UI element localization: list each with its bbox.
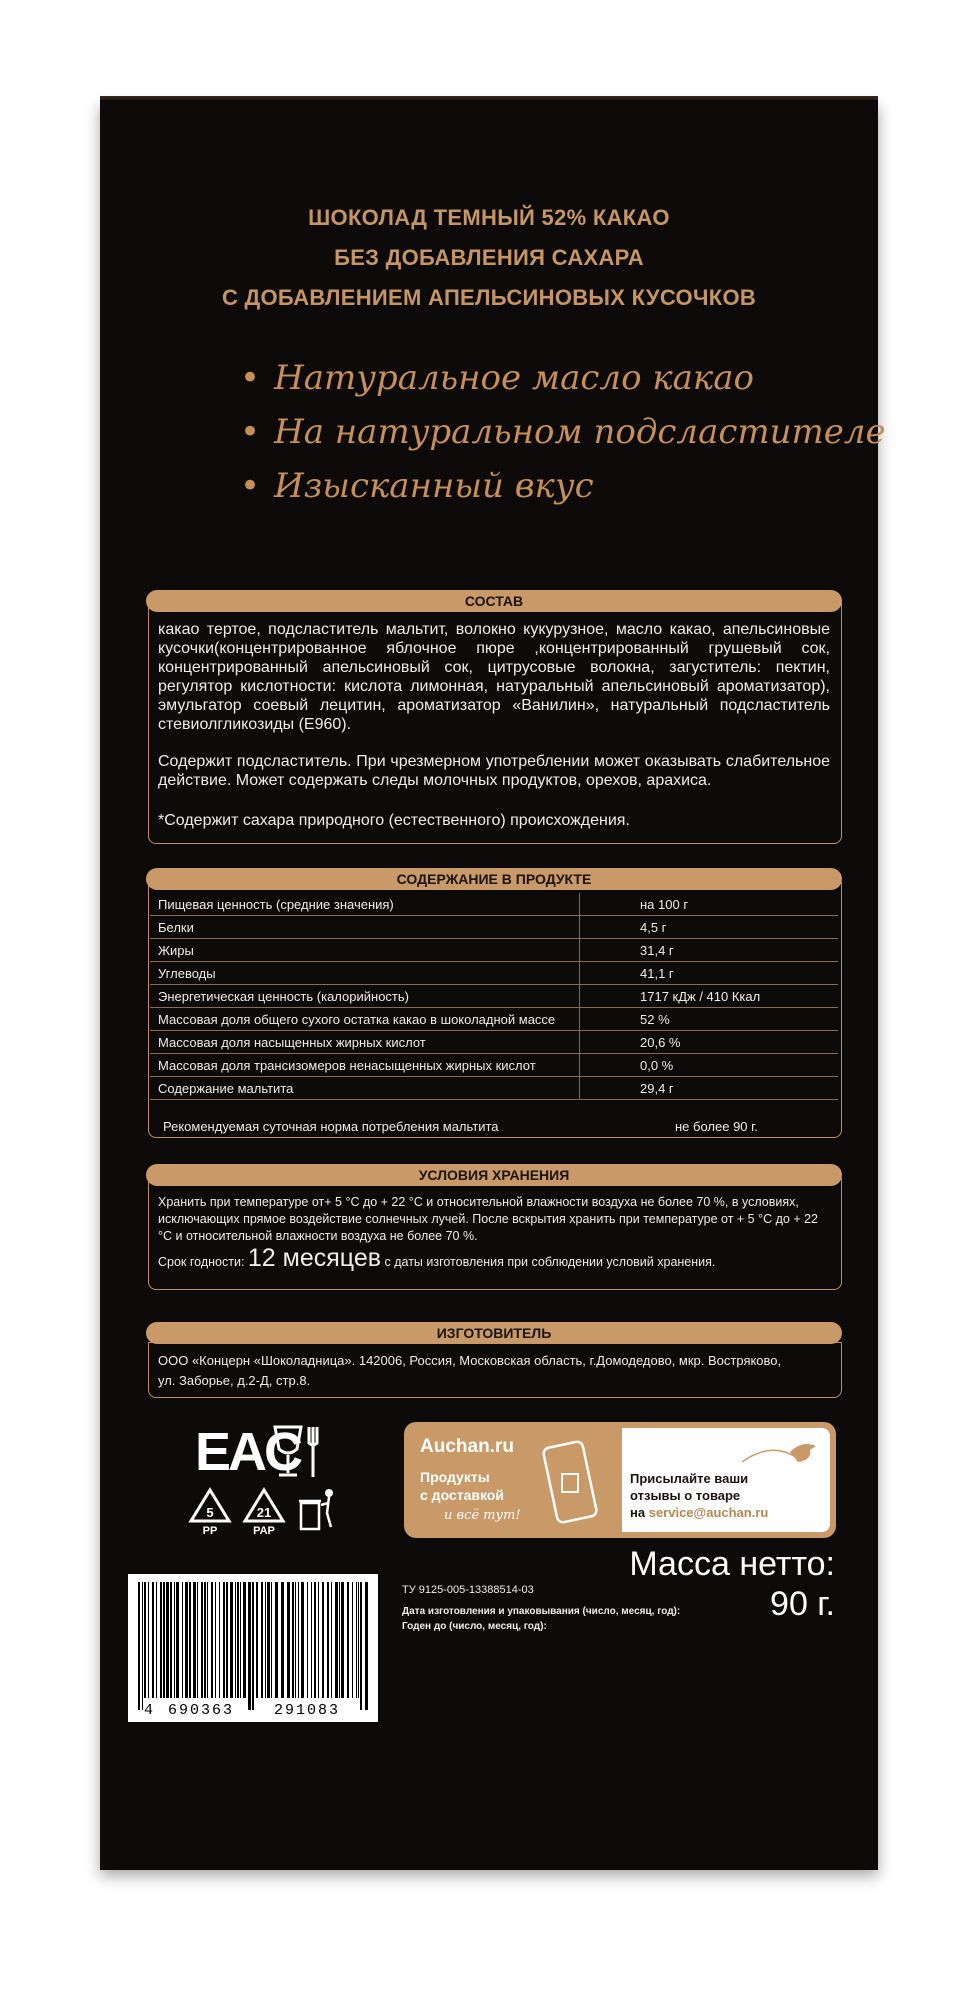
barcode-bar	[295, 1582, 296, 1698]
banner-delivery: Продукты с доставкой	[420, 1469, 504, 1503]
nutrient-value: 52 %	[580, 1008, 839, 1031]
barcode-bar	[138, 1582, 140, 1710]
barcode-bar	[211, 1582, 213, 1698]
barcode-bar	[182, 1582, 183, 1698]
nutrient-value: 1717 кДж / 410 Ккал	[580, 985, 839, 1008]
nutrient-name: Жиры	[150, 939, 580, 962]
barcode-bar	[352, 1582, 353, 1698]
barcode-bar	[265, 1582, 266, 1698]
storage-header: УСЛОВИЯ ХРАНЕНИЯ	[146, 1164, 842, 1186]
table-row	[150, 916, 838, 939]
date-label-production: Дата изготовления и упаковывания (число, месяц, год):	[402, 1606, 681, 1617]
banner-slogan: и всё тут!	[444, 1508, 521, 1523]
barcode-bar	[201, 1582, 203, 1698]
barcode-bar	[142, 1582, 143, 1710]
manufacturer-line1: ООО «Концерн «Шоколадница». 142006, Россия, Московская область, г.Домодедово, мкр. Востряково,	[158, 1353, 782, 1368]
product-title-line2: БЕЗ ДОБАВЛЕНИЯ САХАРА	[334, 245, 644, 270]
nutrient-name: Массовая доля общего сухого остатка какао в шоколадной массе	[150, 1008, 580, 1031]
nutrient-name: Массовая доля трансизомеров ненасыщенных жирных кислот	[150, 1054, 580, 1077]
barcode-bar	[331, 1582, 332, 1698]
auchan-brand: Auchan.ru	[420, 1436, 514, 1457]
nutrient-value: 29,4 г	[580, 1077, 839, 1100]
barcode-bar	[360, 1582, 362, 1710]
auchan-banner[interactable]	[404, 1422, 836, 1538]
bullet-icon: •	[240, 358, 261, 398]
barcode-bar	[163, 1582, 165, 1698]
barcode-bar	[261, 1582, 263, 1698]
nutrient-name: Массовая доля насыщенных жирных кислот	[150, 1031, 580, 1054]
table-row	[150, 1008, 838, 1031]
barcode-bar	[219, 1582, 220, 1698]
barcode-bar	[358, 1582, 359, 1698]
barcode-bar	[267, 1582, 270, 1698]
barcode-bar	[298, 1582, 299, 1698]
eac-mark: EAC	[195, 1422, 301, 1482]
nutrient-value: 41,1 г	[580, 962, 839, 985]
nutrient-name: Пищевая ценность (средние значения)	[150, 893, 580, 916]
barcode-bar	[327, 1582, 329, 1698]
barcode-bar	[256, 1582, 258, 1698]
review-email-link[interactable]: service@auchan.ru	[648, 1505, 769, 1520]
barcode-digit-first: 4	[144, 1702, 154, 1719]
barcode-bar	[207, 1582, 208, 1698]
composition-note: *Содержит сахара природного (естественного) происхождения.	[158, 812, 630, 829]
feature-2: • На натуральном подсластителе	[240, 412, 886, 452]
barcode-bar	[226, 1582, 228, 1698]
shelf-life-value: 12 месяцев	[247, 1244, 382, 1272]
barcode-bar	[318, 1582, 319, 1698]
feature-1: • Натуральное масло какао	[240, 358, 754, 398]
net-weight-label: Масса нетто:	[629, 1545, 835, 1583]
barcode-bar	[230, 1582, 233, 1698]
barcode-bar	[311, 1582, 312, 1698]
barcode-bar	[156, 1582, 157, 1698]
net-weight-value: 90 г.	[770, 1585, 835, 1623]
nutrient-value: 31,4 г	[580, 939, 839, 962]
trash-bin-icon	[297, 1487, 337, 1535]
barcode-bar	[243, 1582, 246, 1698]
barcode-bar	[292, 1582, 294, 1698]
date-label-expiry: Годен до (число, месяц, год):	[402, 1621, 547, 1632]
table-row	[150, 893, 838, 916]
review-panel	[622, 1428, 830, 1532]
barcode-bar	[322, 1582, 324, 1698]
barcode-bars	[128, 1574, 378, 1722]
composition-warning: Содержит подсластитель. При чрезмерном употреблении может оказывать слабительное действие. Может содержать следы молочных продуктов, орехов, арахиса.	[158, 753, 830, 789]
product-title-line3: С ДОБАВЛЕНИЕМ АПЕЛЬСИНОВЫХ КУСОЧКОВ	[221, 285, 757, 310]
glass-fork-icon	[271, 1425, 325, 1481]
recycle-label-2: PAP	[253, 1525, 275, 1537]
composition-ingredients: какао тертое, подсластитель мальтит, волокно кукурузное, масло какао, апельсиновые кусочки(концентрированное яблочное пюре ,концентрированный грушевый сок, концентрированный апельсиновый сок, цитрусовые волокна, загуститель: пектин, регулятор кислотности: кислота лимонная, натуральный апельсиновый ароматизатор), эмульгатор соевый лецитин, ароматизатор «Ванилин», натуральный подсластитель стевиолгликозиды (Е960).	[158, 621, 830, 733]
barcode-bar	[281, 1582, 284, 1698]
bullet-icon: •	[240, 412, 261, 452]
barcode-bar	[339, 1582, 340, 1698]
nutrient-value: на 100 г	[580, 893, 839, 916]
phone-icon	[542, 1438, 602, 1528]
review-text: Присылайте ваши отзывы о товаре на service@auchan.ru	[630, 1471, 769, 1520]
barcode-bar	[271, 1582, 272, 1698]
nutrient-name: Содержание мальтита	[150, 1077, 580, 1100]
barcode-bar	[215, 1582, 216, 1698]
barcode	[128, 1574, 378, 1722]
nutrient-value: 20,6 %	[580, 1031, 839, 1054]
barcode-bar	[185, 1582, 188, 1698]
barcode-bar	[174, 1582, 175, 1698]
manufacturer-line2: ул. Заборье, д.2-Д, стр.8.	[158, 1373, 311, 1388]
tu-code: ТУ 9125-005-13388514-03	[402, 1584, 534, 1596]
barcode-bar	[252, 1582, 254, 1710]
table-row	[150, 1054, 838, 1077]
bird-icon	[740, 1432, 826, 1472]
barcode-bar	[314, 1582, 316, 1698]
recycle-number-2: 21	[256, 1505, 272, 1520]
barcode-bar	[307, 1582, 308, 1698]
barcode-bar	[335, 1582, 338, 1698]
composition-header: СОСТАВ	[146, 590, 842, 612]
barcode-bar	[204, 1582, 206, 1698]
nutrient-name: Энергетическая ценность (калорийность)	[150, 985, 580, 1008]
table-row	[150, 985, 838, 1008]
barcode-bar	[341, 1582, 344, 1698]
barcode-bar	[301, 1582, 304, 1698]
barcode-bar	[170, 1582, 172, 1698]
recommendation-value: не более 90 г.	[675, 1119, 758, 1134]
barcode-bar	[237, 1582, 239, 1698]
manufacturer-panel	[148, 1342, 842, 1398]
table-row	[150, 1077, 838, 1100]
manufacturer-header: ИЗГОТОВИТЕЛЬ	[146, 1322, 842, 1344]
shelf-life: Срок годности: 12 месяцев с даты изготовления при соблюдении условий хранения.	[158, 1244, 716, 1272]
barcode-bar	[275, 1582, 278, 1698]
nutrition-header: СОДЕРЖАНИЕ В ПРОДУКТЕ	[146, 868, 842, 890]
barcode-bar	[148, 1582, 149, 1698]
nutrient-name: Белки	[150, 916, 580, 939]
barcode-bar	[248, 1582, 251, 1710]
nutrient-name: Углеводы	[150, 962, 580, 985]
bullet-icon: •	[240, 466, 261, 506]
barcode-bar	[176, 1582, 179, 1698]
barcode-digits-right: 291083	[274, 1702, 341, 1719]
barcode-bar	[347, 1582, 349, 1698]
storage-text: Хранить при температуре от+ 5 °С до + 22 °С и относительной влажности воздуха не более 70 %, в условиях, исключающих прямое воздействие солнечных лучей. После вскрытия хранить при температуре от + 5 °С до + 22 °С и относительной влажности воздуха не более 70 %.	[158, 1195, 818, 1243]
barcode-bar	[160, 1582, 162, 1698]
barcode-bar	[189, 1582, 191, 1698]
barcode-bar	[223, 1582, 225, 1698]
nutrient-value: 0,0 %	[580, 1054, 839, 1077]
nutrition-table	[150, 893, 838, 1100]
barcode-bar	[166, 1582, 169, 1698]
barcode-bar	[197, 1582, 198, 1698]
nutrient-value: 4,5 г	[580, 916, 839, 939]
product-title-line1: ШОКОЛАД ТЕМНЫЙ 52% КАКАО	[308, 205, 670, 230]
barcode-bar	[365, 1582, 368, 1710]
barcode-digits-left: 690363	[168, 1702, 235, 1719]
barcode-bar	[235, 1582, 236, 1698]
recycle-number-1: 5	[206, 1505, 214, 1520]
recommendation-label: Рекомендуемая суточная норма потребления мальтита	[163, 1119, 499, 1134]
recycle-label-1: PP	[202, 1525, 218, 1537]
barcode-bar	[144, 1582, 146, 1698]
barcode-bar	[287, 1582, 290, 1698]
feature-3: • Изысканный вкус	[240, 466, 594, 506]
barcode-bar	[356, 1582, 357, 1698]
barcode-bar	[240, 1582, 241, 1698]
barcode-bar	[152, 1582, 154, 1698]
barcode-bar	[193, 1582, 196, 1698]
table-row	[150, 939, 838, 962]
table-row	[150, 962, 838, 985]
table-row	[150, 1031, 838, 1054]
